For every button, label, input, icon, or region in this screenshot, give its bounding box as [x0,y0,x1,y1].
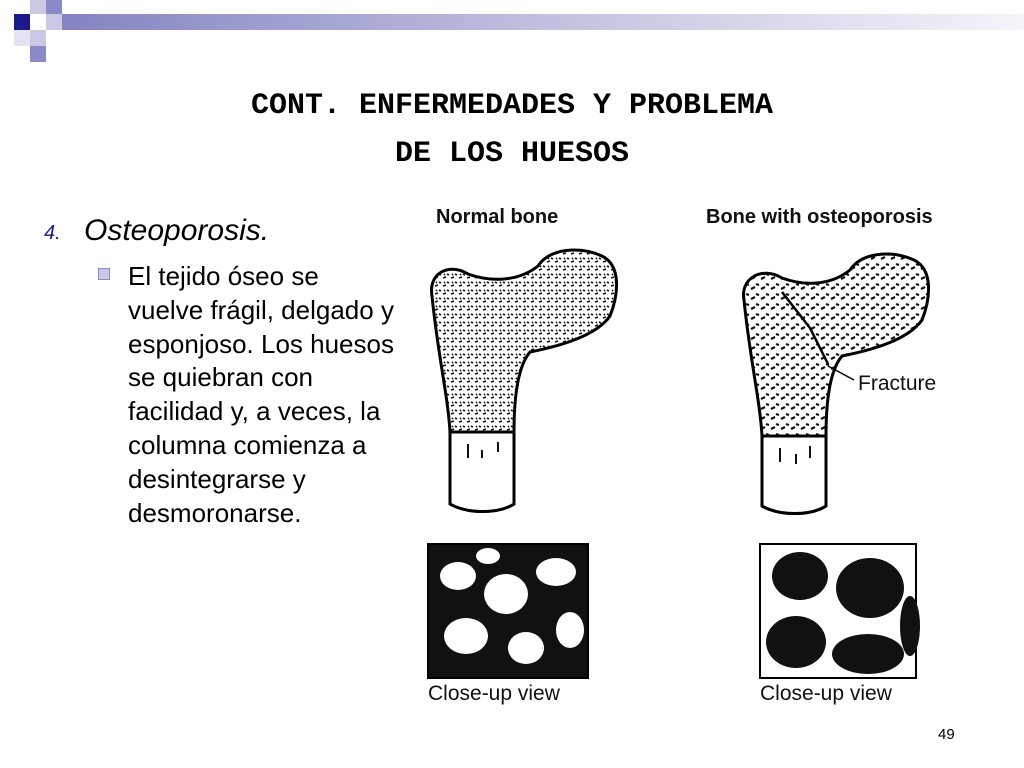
label-closeup-left: Close-up view [428,682,560,705]
slide-title [0,82,1024,178]
bone-drawing [410,196,990,716]
corner-decoration [0,0,80,62]
label-fracture: Fracture [858,372,937,395]
list-item-title: Osteoporosis. [84,214,270,247]
label-closeup-right: Close-up view [760,682,892,705]
square-bullet-icon [98,268,110,280]
bullet-text: El tejido óseo se vuelve frágil, delgado y esponjoso. Los huesos se quiebran con facilidad y, a veces, la columna comienza a desintegrarse y desmoronarse. [128,261,394,528]
label-normal-bone: Normal bone [436,206,559,228]
closeup-osteoporosis [760,544,920,678]
closeup-normal [428,544,588,678]
page-number: 49 [938,726,955,743]
slide-title-line-2: DE LOS HUESOS [394,137,630,171]
slide-title-line-1: CONT. ENFERMEDADES Y PROBLEMA [250,89,774,123]
normal-femur [431,250,616,511]
top-gradient-bar [62,14,1024,30]
list-item-number: 4. [44,222,61,244]
label-osteoporosis-bone: Bone with osteoporosis [706,206,933,228]
bone-illustration [410,196,990,716]
osteoporosis-femur [744,254,929,513]
